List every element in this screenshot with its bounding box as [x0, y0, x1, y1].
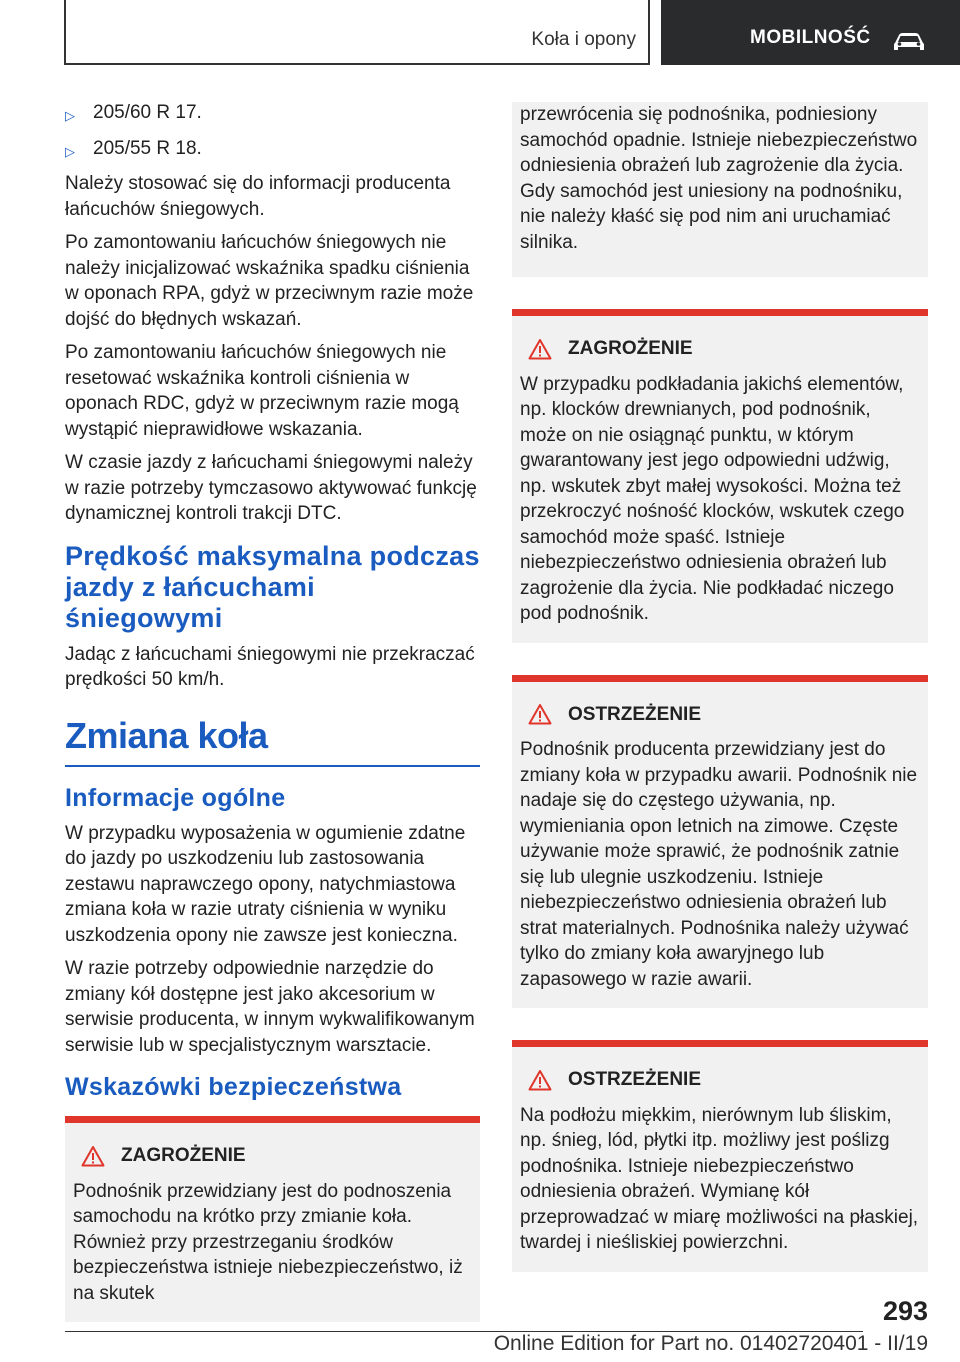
- list-item: [65, 100, 480, 129]
- warning-box: [512, 1040, 928, 1272]
- heading-max-speed: Prędkość maksymalna podczas jazdy z łańcuchami śniegowymi: [65, 540, 480, 633]
- warning-title-row: [520, 1067, 920, 1093]
- heading-general-info: Informacje ogólne: [65, 783, 286, 812]
- heading-rule: [65, 765, 480, 767]
- warning-text: przewrócenia się podnośnika, podniesiony samochód opadnie. Istnieje niebezpieczeństwo odniesienia obrażeń lub zagrożenie dla życia. Gdy samochód jest uniesiony na podnośniku, nie należy kłaść się pod nim ani uruchamiać silnika.: [520, 104, 918, 253]
- paragraph: Po zamontowaniu łańcuchów śniegowych nie resetować wskaźnika kontroli ciśnienia w oponach RDC, gdyż w przeciwnym razie mogą wystąpić nieprawidłowe wskazania.: [65, 342, 459, 440]
- right-column: [512, 102, 928, 1272]
- triangle-bullet-icon: ▷: [65, 108, 75, 123]
- warning-triangle-icon: [81, 1145, 105, 1167]
- warning-triangle-icon: [528, 1069, 552, 1091]
- section-title: Koła i opony: [531, 29, 636, 50]
- header-separator: [648, 0, 650, 65]
- danger-box-continued: [512, 102, 928, 277]
- danger-box: [512, 309, 928, 643]
- heading-safety: Wskazówki bezpieczeństwa: [65, 1073, 402, 1101]
- warning-triangle-icon: [528, 703, 552, 725]
- page-number: 293: [882, 1296, 928, 1326]
- warning-title-row: [73, 1143, 472, 1169]
- warning-title: ZAGROŻENIE: [121, 1145, 246, 1166]
- edition-note: Online Edition for Part no. 01402720401 - II/19: [493, 1332, 928, 1355]
- warning-box: [512, 675, 928, 1009]
- car-icon: [891, 31, 927, 53]
- warning-title: ZAGROŻENIE: [568, 338, 693, 359]
- warning-text: Podnośnik przewidziany jest do podnoszenia samochodu na krótko przy zmianie koła. Również przy przestrzeganiu środków bezpieczeństwa istnieje niebezpieczeństwo, iż na skutek: [73, 1180, 463, 1304]
- paragraph: W czasie jazdy z łańcuchami śniegowymi należy w razie potrzeby tymczasowo aktywować funkcję dynamicznej kontroli trakcji DTC.: [65, 452, 477, 524]
- warning-title: OSTRZEŻENIE: [568, 1069, 702, 1090]
- warning-title: OSTRZEŻENIE: [568, 703, 702, 725]
- paragraph: W przypadku wyposażenia w ogumienie zdatne do jazdy po uszkodzeniu lub zastosowania zestawu naprawczego opony, natychmiastowa zmiana koła w razie utraty ciśnienia w wyniku uszkodzenia opony nie zawsze jest konieczna.: [65, 822, 466, 946]
- warning-title-row: [520, 702, 920, 728]
- paragraph: Jadąc z łańcuchami śniegowymi nie przekraczać prędkości 50 km/h.: [65, 643, 475, 690]
- warning-text: Na podłożu miękkim, nierównym lub śliskim, np. śnieg, lód, płytki itp. możliwy jest poślizg podnośnika. Istnieje niebezpieczeństwo odniesienia obrażeń. Wymianę kół przeprowadzać w miarę możliwości na płaskiej, twardej i nieśliskiej powierzchni.: [520, 1104, 919, 1253]
- list-item: [65, 136, 480, 165]
- warning-text: Podnośnik producenta przewidziany jest do zmiany koła w przypadku awarii. Podnośnik nie nadaje się do częstego używania, np. wymieniania opon letnich na zimowe. Częste używanie może sprawić, że podnośnik zatnie się lub ulegnie uszkodzeniu. Istnieje niebezpieczeństwo odniesienia obrażeń lub strat materialnych. Podnośnika należy używać tylko do zmiany koła awaryjnego lub zapasowego w razie awarii.: [520, 739, 918, 990]
- paragraph: Należy stosować się do informacji producenta łańcuchów śniegowych.: [65, 173, 451, 220]
- list-item-text: 205/60 R 17.: [93, 102, 202, 123]
- left-column: [65, 100, 480, 1322]
- chapter-tab: [661, 0, 960, 65]
- warning-title-row: [520, 336, 920, 362]
- warning-triangle-icon: [528, 338, 552, 360]
- paragraph: Po zamontowaniu łańcuchów śniegowych nie należy inicjalizować wskaźnika spadku ciśnienia w oponach RPA, gdyż w przeciwnym razie może dojść do błędnych wskazań.: [65, 232, 474, 330]
- chapter-title: MOBILNOŚĆ: [750, 27, 871, 48]
- triangle-bullet-icon: ▷: [65, 143, 75, 159]
- warning-text: W przypadku podkładania jakichś elementów, np. klocków drewnianych, pod podnośnik, może on nie osiągnąć punktu, w którym gwarantowany jest jego odpowiedni udźwig, np. wskutek zbyt małej wysokości. Można też przekroczyć nośność klocków, wskutek czego samochód może spaść. Istnieje niebezpieczeństwo odniesienia obrażeń lub zagrożenie dla życia. Nie podkładać niczego pod podnośnik.: [520, 373, 905, 624]
- header-rule: [64, 63, 650, 65]
- heading-wheel-change: Zmiana koła: [65, 714, 268, 756]
- paragraph: W razie potrzeby odpowiednie narzędzie do zmiany kół dostępne jest jako akcesorium w serwisie producenta, w innym wykwalifikowanym serwisie lub w specjalistycznym warsztacie.: [65, 958, 475, 1056]
- list-item-text: 205/55 R 18.: [93, 137, 202, 159]
- danger-box: [65, 1116, 480, 1322]
